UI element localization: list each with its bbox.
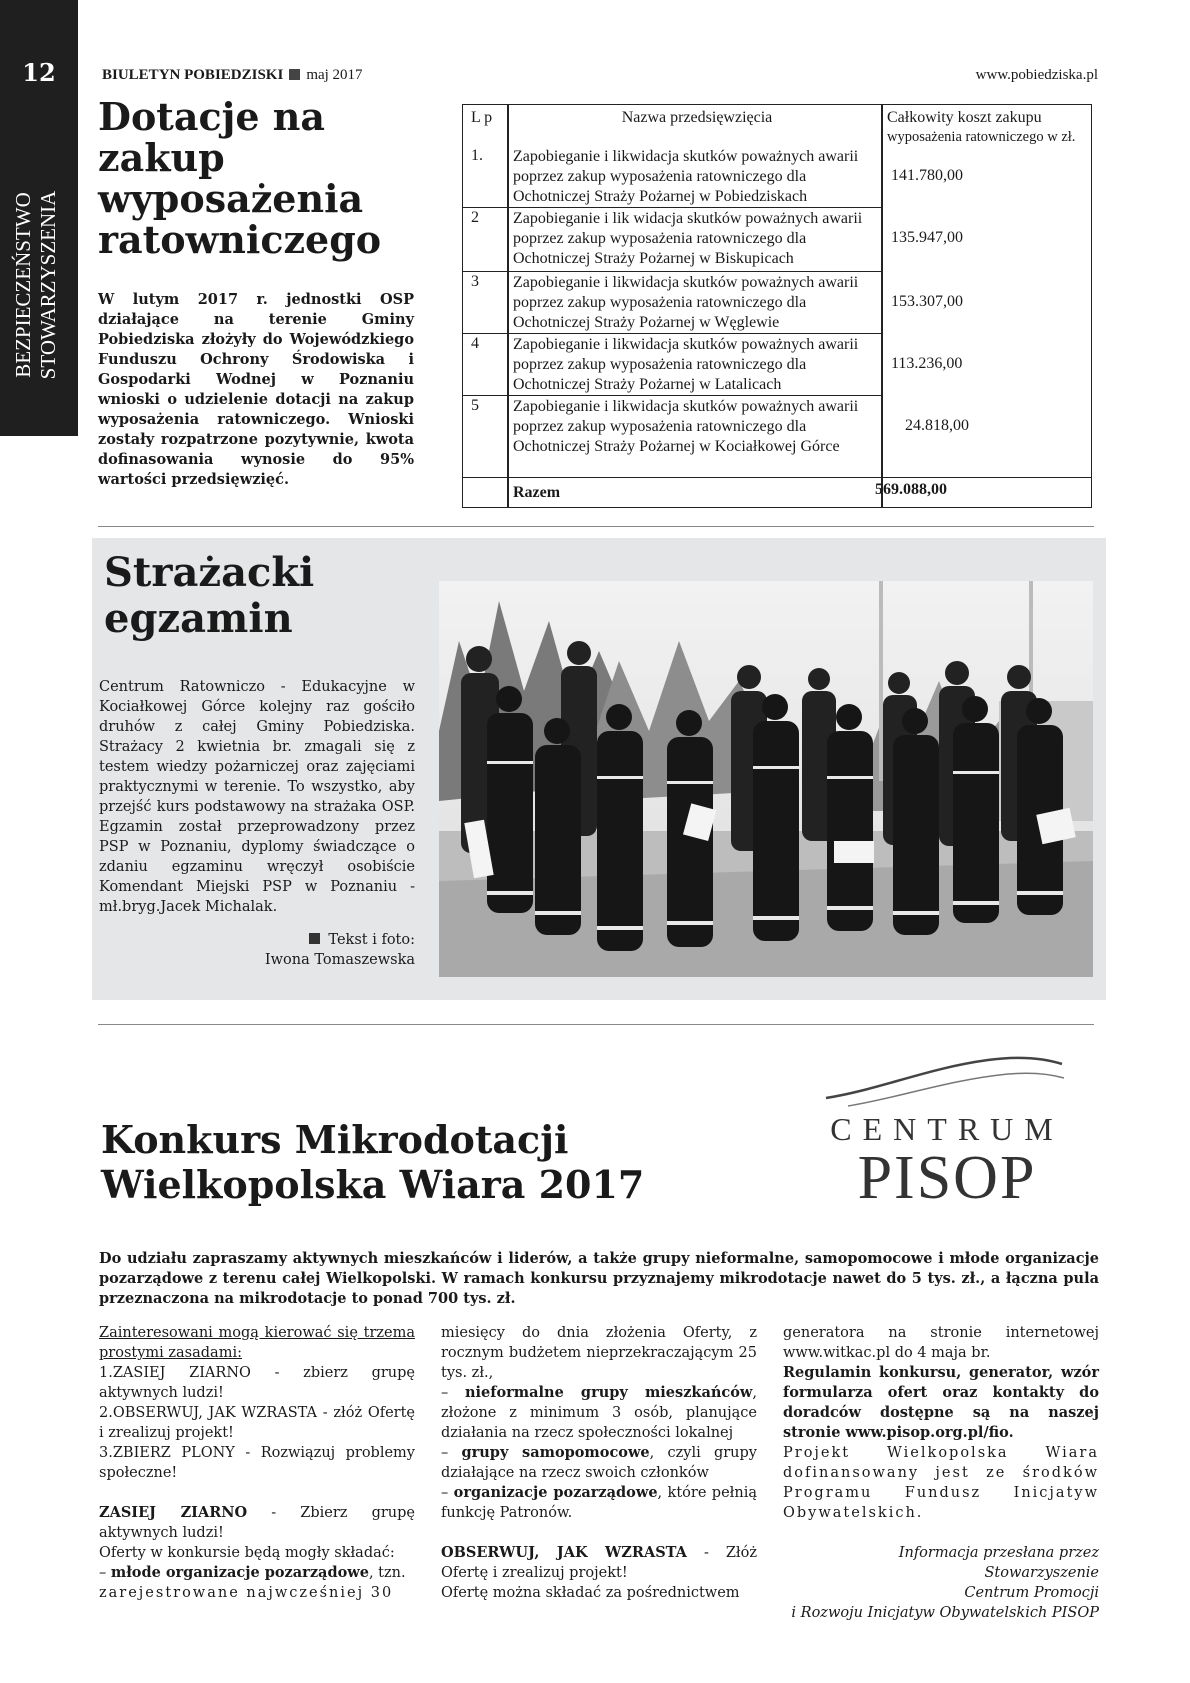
row-name: Zapobieganie i likwidacja skutków poważnych awarii poprzez zakup wyposażenia ratowniczego dla Ochotniczej Straży Pożarnej w Latalicach	[513, 336, 859, 393]
row-divider	[463, 477, 1091, 478]
row-cost: 141.780,00	[891, 167, 963, 184]
section-divider	[98, 1024, 1094, 1025]
total-value: 569.088,00	[875, 481, 947, 498]
square-bullet-icon	[309, 933, 320, 944]
row-name: Zapobieganie i likwidacja skutków poważnych awarii poprzez zakup wyposażenia ratowniczego dla Ochotniczej Straży Pożarnej w Węglewie	[513, 274, 859, 331]
section-label-line1: BEZPIECZEŃSTWO	[11, 192, 35, 378]
page-number: 12	[22, 58, 56, 87]
table-header-cost-unit: wyposażenia ratowniczego w zł.	[887, 129, 1076, 145]
credit-label: Tekst i foto:	[328, 932, 415, 948]
credit-author: Iwona Tomaszewska	[264, 952, 415, 968]
rule-3: 3.ZBIERZ PLONY - Rozwiązuj problemy społeczne!	[99, 1445, 415, 1481]
table-header-name: Nazwa przedsięwzięcia	[621, 109, 773, 126]
article-body: Centrum Ratowniczo - Edukacyjne w Kociałkowej Górce kolejny raz gościło druhów z całej Gminy Pobiedziska. Strażacy 2 kwietnia br. zmagali się z testem wiedzy pożarniczej oraz zajęciami praktycznymi w terenie. To wszystko, aby przejść kurs podstawowy na strażaka OSP. Egzamin został przeprowadzony przez PSP w Poznaniu, dyplomy świadczące o zdaniu egzaminu wręczył osobiście Komendant Miejski PSP w Poznaniu - mł.bryg.Jacek Michalak.	[99, 679, 415, 915]
section-divider	[98, 526, 1094, 527]
paragraph: Regulamin konkursu, generator, wzór formularza ofert oraz kontakty do doradców dostępne są na naszej stronie www.pisop.org.pl/fio.	[783, 1364, 1099, 1441]
paragraph: generatora na stronie internetowej www.witkac.pl do 4 maja br.	[783, 1325, 1099, 1361]
section-label-line2: STOWARZYSZENIA	[36, 190, 60, 380]
paragraph: ZASIEJ ZIARNO - Zbierz grupę aktywnych ludzi!	[99, 1504, 415, 1541]
row-divider	[463, 333, 883, 334]
publication-name: BIULETYN POBIEDZISKI	[102, 67, 284, 83]
table-header-cost: Całkowity koszt zakupu	[887, 109, 1042, 126]
firefighters-group-photo	[439, 581, 1093, 977]
photo-credit	[99, 930, 415, 970]
text-column-2	[441, 1323, 757, 1603]
row-number: 4	[471, 335, 479, 352]
paragraph: – młode organizacje pozarządowe, tzn.	[99, 1564, 406, 1581]
table-header-lp: L p	[471, 109, 493, 126]
svg-text:PISOP: PISOP	[857, 1144, 1037, 1210]
source-note: Informacja przesłana przez Stowarzyszenie Centrum Promocji i Rozwoju Inicjatyw Obywatelskich PISOP	[791, 1545, 1099, 1621]
paragraph: OBSERWUJ, JAK WZRASTA - Złóż Ofertę i zrealizuj projekt!	[441, 1544, 758, 1581]
row-number: 5	[471, 397, 479, 414]
title-line: Strażacki	[104, 549, 315, 596]
total-label: Razem	[513, 484, 561, 501]
title-line: Wielkopolska Wiara 2017	[101, 1162, 645, 1207]
row-number: 1.	[471, 147, 483, 164]
row-cost: 113.236,00	[891, 355, 963, 372]
row-cost: 24.818,00	[905, 417, 969, 434]
paragraph: Oferty w konkursie będą mogły składać:	[99, 1545, 395, 1561]
row-divider	[463, 207, 883, 208]
paragraph: Ofertę można składać za pośrednictwem	[441, 1585, 740, 1601]
article-title: Dotacje na zakup wyposażenia ratowniczego	[98, 94, 382, 262]
paragraph: – grupy samopomocowe, czyli grupy działające na rzecz swoich członków	[441, 1444, 757, 1481]
row-number: 3	[471, 273, 479, 290]
paragraph: miesięcy do dnia złożenia Oferty, z rocznym budżetem nieprzekraczającym 25 tys. zł.,	[441, 1325, 757, 1381]
svg-text:CENTRUM: CENTRUM	[830, 1111, 1064, 1147]
row-number: 2	[471, 209, 479, 226]
cost-table	[462, 104, 1092, 508]
row-name: Zapobieganie i likwidacja skutków poważnych awarii poprzez zakup wyposażenia ratowniczego dla Ochotniczej Straży Pożarnej w Kociałkowej Górce	[513, 398, 859, 455]
row-cost: 135.947,00	[891, 229, 963, 246]
website-url[interactable]: www.pobiedziska.pl	[975, 67, 1098, 83]
article-title	[101, 1117, 741, 1207]
rule-2: 2.OBSERWUJ, JAK WZRASTA - złóż Ofertę i zrealizuj projekt!	[99, 1405, 415, 1441]
section-label	[11, 135, 67, 435]
article-lead: W lutym 2017 r. jednostki OSP działające na terenie Gminy Pobiedziska złożyły do Wojewódzkiego Funduszu Ochrony Środowiska i Gospodarki Wodnej w Poznaniu wnioski o udzielenie dotacji na zakup wyposażenia ratowniczego. Wnioski zostały rozpatrzone pozytywnie, kwota dofinasowania wynosie do 95% wartości przedsięwzięć.	[98, 291, 414, 488]
paragraph: – organizacje pozarządowe, które pełnią funkcję Patronów.	[441, 1484, 757, 1521]
paragraph: – nieformalne grupy mieszkańców, złożone z minimum 3 osób, planujące działania na rzecz społeczności lokalnej	[441, 1384, 757, 1441]
row-name: Zapobieganie i lik widacja skutków poważnych awarii poprzez zakup wyposażenia ratowniczego dla Ochotniczej Straży Pożarnej w Biskupicach	[513, 210, 863, 267]
text-column-1	[99, 1323, 415, 1603]
row-cost: 153.307,00	[891, 293, 963, 310]
paragraph: zarejestrowane najwcześniej 30	[99, 1585, 394, 1601]
text-column-3	[783, 1323, 1099, 1623]
row-divider	[463, 271, 883, 272]
paragraph: Projekt Wielkopolska Wiara dofinansowany jest ze środków Programu Fundusz Inicjatyw Obywatelskich.	[783, 1445, 1099, 1521]
rules-intro: Zainteresowani mogą kierować się trzema prostymi zasadami:	[99, 1325, 415, 1361]
title-line: egzamin	[104, 595, 293, 642]
running-header	[102, 67, 363, 84]
article-title	[104, 550, 314, 642]
issue-date: maj 2017	[306, 67, 363, 83]
article-lead: Do udziału zapraszamy aktywnych mieszkańców i liderów, a także grupy nieformalne, samopomocowe i młode organizacje pozarządowe z terenu całej Wielkopolski. W ramach konkursu przyznajemy mikrodotacje nawet do 5 tys. zł., a łączna pula przeznaczona na mikrodotacje to ponad 700 tys. zł.	[99, 1250, 1099, 1307]
pisop-logo	[818, 1050, 1076, 1210]
title-line: Konkurs Mikrodotacji	[101, 1117, 569, 1162]
rule-1: 1.ZASIEJ ZIARNO - zbierz grupę aktywnych ludzi!	[99, 1365, 415, 1401]
row-name: Zapobieganie i likwidacja skutków poważnych awarii poprzez zakup wyposażenia ratowniczego dla Ochotniczej Straży Pożarnej w Pobiedziskach	[513, 148, 859, 205]
row-divider	[463, 395, 883, 396]
square-bullet-icon	[289, 69, 300, 80]
table-column-divider	[507, 105, 509, 507]
